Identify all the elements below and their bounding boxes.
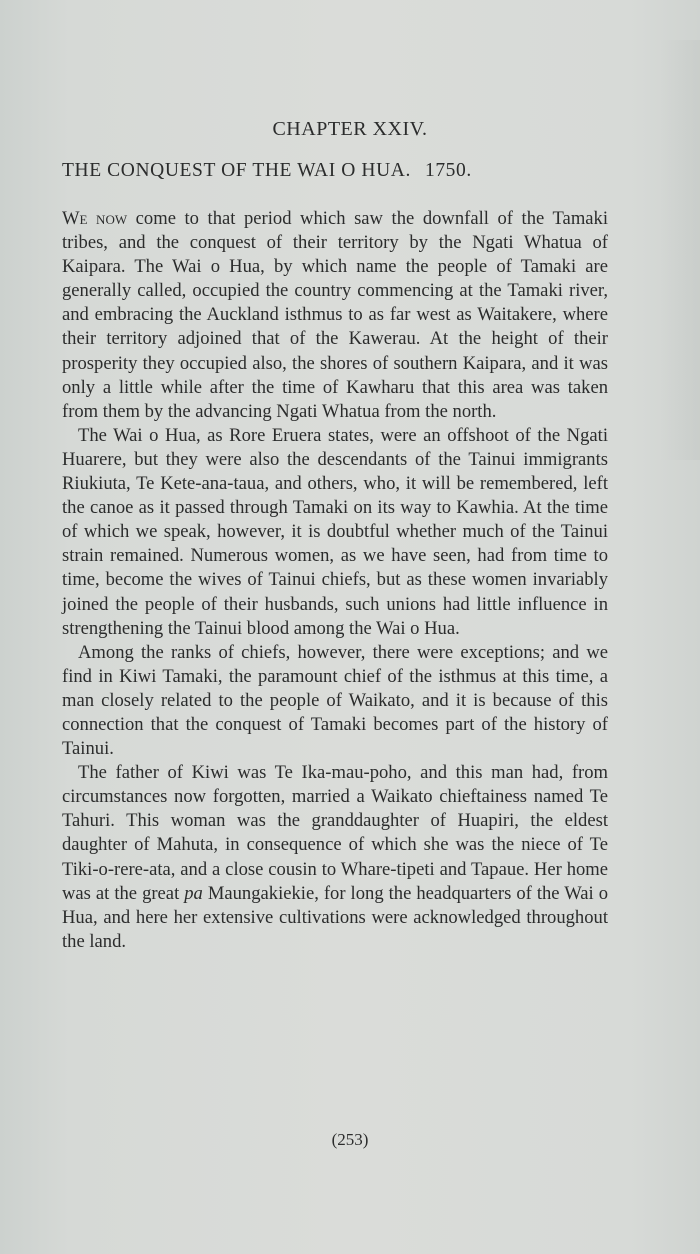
paragraph-3: Among the ranks of chiefs, however, there were exceptions; and we find in Kiwi Tamaki, the paramount chief of the isthmus at this time, a man closely related to the people of Waikato, and it is because of this connection that the conquest of Tamaki becomes part of the history of Tainui. [62,641,608,760]
chapter-title [62,160,572,182]
body-text [62,207,608,954]
show-through-shadow [660,40,700,460]
paragraph-1 [62,207,608,424]
paragraph-1-text: come to that period which saw the downfall of the Tamaki tribes, and the conquest of their territory by the Ngati Whatua of Kaipara. The Wai o Hua, by which name the people of Tamaki are generally called, occupied the country commencing at the Tamaki river, and embracing the Auckland isthmus to as far west as Waitakere, where their territory adjoined that of the Kawerau. At the height of their prosperity they occupied also, the shores of southern Kaipara, and it was only a little while after the time of Kawharu that this area was taken from them by the advancing Ngati Whatua from the north. [62,208,608,422]
chapter-heading: CHAPTER XXIV. [272,118,428,140]
chapter-title-text: THE CONQUEST OF THE WAI O HUA. [62,160,411,181]
chapter-year: 1750. [424,160,472,181]
paragraph-4-text-a: The father of Kiwi was Te Ika-mau-poho, and this man had, from circumstances now forgotten, married a Waikato chieftainess named Te Tahuri. This woman was the granddaughter of Huapiri, the eldest daughter of Mahuta, in consequence of which she was the niece of Te Tiki-o-rere-ata, and a close cousin to Whare-tipeti and Tapaue. Her home was at the great [62,762,608,904]
paragraph-2: The Wai o Hua, as Rore Eruera states, were an offshoot of the Ngati Huarere, but they were also the descendants of the Tainui immigrants Riukiuta, Te Kete-ana-taua, and others, who, it will be remembered, left the canoe as it passed through Tamaki on its way to Kawhia. At the time of which we speak, however, it is doubtful whether much of the Tainui strain remained. Numerous women, as we have seen, had from time to time, become the wives of Tainui chiefs, but as these women invariably joined the people of their husbands, such unions had little influence in strengthening the Tainui blood among the Wai o Hua. [62,424,608,639]
paragraph-1-lead: We now [62,208,128,229]
paragraph-4 [62,761,608,954]
page-number: (253) [331,1130,369,1149]
paragraph-4-text-b: Maungakiekie, for long the headquarters of the Wai o Hua, and here her extensive cultivations were acknowledged throughout the land. [62,882,608,952]
paragraph-4-italic-pa: pa [184,882,203,904]
